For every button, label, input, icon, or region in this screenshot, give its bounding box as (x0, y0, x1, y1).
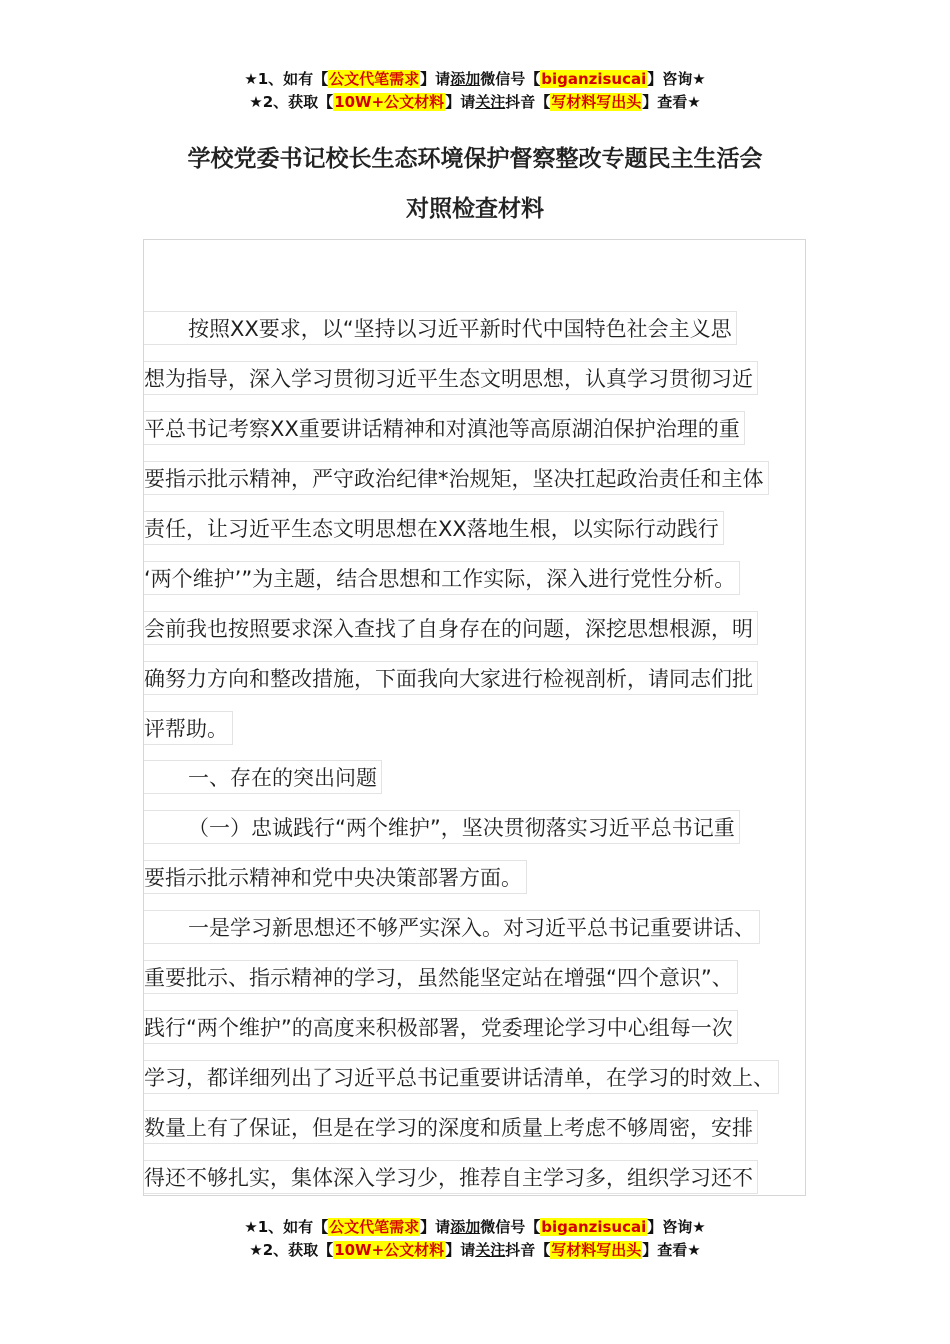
banner-text: ★1、如有【 (244, 70, 329, 88)
banner-highlight: biganzisucai (541, 70, 647, 88)
banner-text: 】查看★ (642, 93, 701, 111)
banner-highlight: 公文代笔需求 (329, 70, 420, 88)
footer-banner (0, 1216, 950, 1262)
body-line: 按照XX要求，以“坚持以习近平新时代中国特色社会主义思 (144, 311, 737, 345)
body-line: 责任，让习近平生态文明思想在XX落地生根，以实际行动践行 (144, 511, 724, 545)
section-heading: 一、存在的突出问题 (144, 760, 382, 794)
body-line: 数量上有了保证，但是在学习的深度和质量上考虑不够周密，安排 (144, 1110, 758, 1144)
subsection-heading: （一）忠诚践行“两个维护”，坚决贯彻落实习近平总书记重 (144, 810, 740, 844)
banner-text: 微信号【 (480, 70, 541, 88)
body-line: 践行“两个维护”的高度来积极部署，党委理论学习中心组每一次 (144, 1010, 738, 1044)
banner-highlight: 10W+公文材料 (334, 93, 445, 111)
banner-highlight: 公文代笔需求 (329, 1218, 420, 1236)
banner-text: 】咨询★ (647, 70, 706, 88)
banner-highlight: 10W+公文材料 (334, 1241, 445, 1259)
body-line: 会前我也按照要求深入查找了自身存在的问题，深挖思想根源，明 (144, 611, 758, 645)
body-line: 要指示批示精神，严守政治纪律*治规矩，坚决扛起政治责任和主体 (144, 461, 769, 495)
banner-text: 】查看★ (642, 1241, 701, 1259)
banner-underline: 关注 (475, 93, 506, 111)
banner-text: ★2、获取【 (249, 1241, 334, 1259)
body-line: 想为指导，深入学习贯彻习近平生态文明思想，认真学习贯彻习近 (144, 361, 758, 395)
banner-text: 抖音【 (505, 1241, 551, 1259)
banner-text: ★2、获取【 (249, 93, 334, 111)
banner-text: 】咨询★ (647, 1218, 706, 1236)
document-title-line-2: 对照检查材料 (406, 196, 544, 222)
body-line: 平总书记考察XX重要讲话精神和对滇池等高原湖泊保护治理的重 (144, 411, 745, 445)
banner-highlight: 写材料写出头 (551, 1241, 642, 1259)
body-line: 一是学习新思想还不够严实深入。对习近平总书记重要讲话、 (144, 910, 760, 944)
banner-line-1 (0, 1216, 950, 1239)
banner-text: 】请 (445, 93, 476, 111)
body-line: 得还不够扎实，集体深入学习少，推荐自主学习多，组织学习还不 (144, 1160, 758, 1194)
banner-line-2 (0, 1239, 950, 1262)
body-line: 要指示批示精神和党中央决策部署方面。 (144, 860, 527, 894)
banner-highlight: biganzisucai (541, 1218, 647, 1236)
body-line: 学习，都详细列出了习近平总书记重要讲话清单，在学习的时效上、 (144, 1060, 779, 1094)
banner-text: ★1、如有【 (244, 1218, 329, 1236)
body-line: 评帮助。 (144, 711, 233, 745)
body-line: ‘两个维护’”为主题，结合思想和工作实际，深入进行党性分析。 (144, 561, 740, 595)
banner-underline: 关注 (475, 1241, 506, 1259)
banner-highlight: 写材料写出头 (551, 93, 642, 111)
banner-text: 】请 (420, 70, 451, 88)
banner-text: 抖音【 (505, 93, 551, 111)
banner-underline: 添加 (450, 70, 481, 88)
banner-text: 】请 (445, 1241, 476, 1259)
banner-line-1 (0, 68, 950, 91)
body-line: 确努力方向和整改措施，下面我向大家进行检视剖析，请同志们批 (144, 661, 758, 695)
header-banner (0, 68, 950, 114)
banner-text: 微信号【 (480, 1218, 541, 1236)
banner-line-2 (0, 91, 950, 114)
banner-text: 】请 (420, 1218, 451, 1236)
banner-underline: 添加 (450, 1218, 481, 1236)
body-line: 重要批示、指示精神的学习，虽然能坚定站在增强“四个意识”、 (144, 960, 738, 994)
document-title-line-1: 学校党委书记校长生态环境保护督察整改专题民主生活会 (187, 146, 763, 172)
